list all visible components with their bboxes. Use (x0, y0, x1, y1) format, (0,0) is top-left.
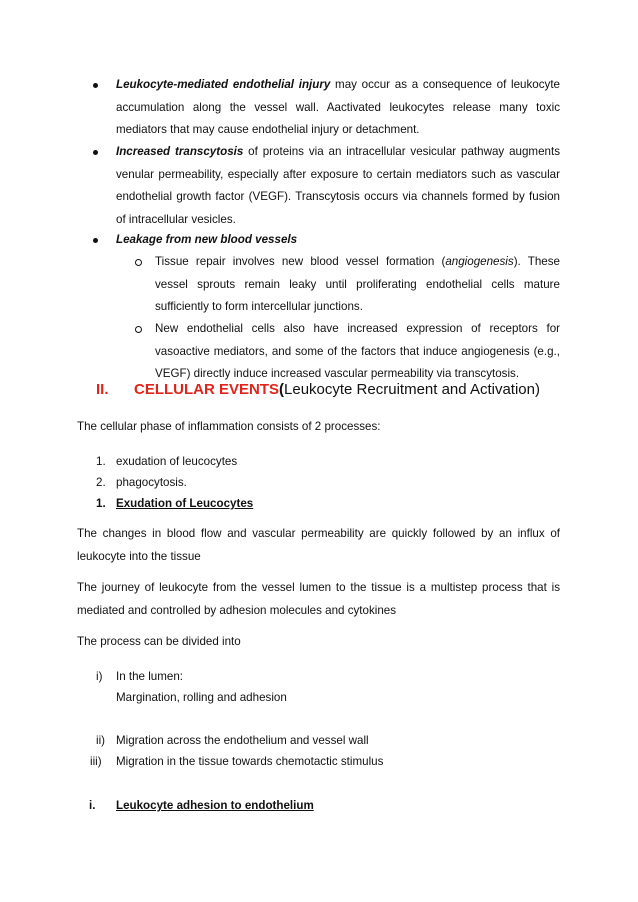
section-heading (96, 380, 109, 400)
section-title: CELLULAR EVENTS(Leukocyte Recruitment and Activation) (134, 381, 540, 398)
bullet-dot-icon (93, 83, 98, 88)
bullet-item (96, 74, 560, 144)
paragraph: The changes in blood flow and vascular permeability are quickly followed by an influx of leukocyte into the tissue (77, 527, 560, 563)
bullet-text: Leakage from new blood vessels (116, 233, 298, 246)
bullet-dot-icon (93, 238, 98, 243)
bullet-text: Leukocyte-mediated endothelial injury may occur as a consequence of leukocyte accumulation along the vessel wall. Aactivated leukocytes release many toxic mediators that may cause endothelial injury or detachment. (116, 78, 560, 136)
paragraph: The journey of leukocyte from the vessel lumen to the tissue is a multistep process that is mediated and controlled by adhesion molecules and cytokines (77, 581, 560, 617)
bullet-item (96, 141, 560, 233)
bullet-item (96, 229, 560, 253)
document-page: Leukocyte-mediated endothelial injury may occur as a consequence of leukocyte accumulation along the vessel wall. Aactivated leukocytes release many toxic mediators that may cause endothelial injury or detachment. Increased transcytosis of proteins via an intracellular vesicular pathway augments venular permeability, especially after exposure to certain mediators such as vascular endothelial growth factor (VEGF). Transcytosis occurs via channels formed by fusion of intracellular vesicles. Leakage from new blood vessels Tissue repair involves new blood vessel formation (angiogenesis). These vessel sprouts remain leaky until proliferating endothelial cells mature sufficiently to form intercellular junctions. New endothelial cells also have increased expression of receptors for vasoactive mediators, and some of the factors that induce angiogenesis (e.g., VEGF) directly induce increased vascular permeability via transcytosis. II. CELLULAR EVENTS(Leukocyte Recruitment and Activation) The cellular phase of inflammation consists of 2 processes: 1. exudation of leucocytes 2. phagocytosis. 1. Exudation of Leucocytes The changes in blood flow and vascular permeability are quickly followed by an influx of leukocyte into the tissue The journey of leukocyte from the vessel lumen to the tissue is a multistep process that is mediated and controlled by adhesion molecules and cytokines The process can be divided into i) In the lumen: Margination, rolling and adhesion ii) Migration across the endothelium and vessel wall iii) Migration in the tissue towards chemotactic stimulus i. Leukocyte adhesion to endothelium (0, 0, 638, 902)
section-numeral: II. (96, 381, 109, 398)
bullet-text: Increased transcytosis of proteins via an intracellular vesicular pathway augments venular permeability, especially after exposure to certain mediators such as vascular endothelial growth factor (VEGF). Transcytosis occurs via channels formed by fusion of intracellular vesicles. (116, 145, 560, 226)
paragraph: The process can be divided into (77, 635, 241, 648)
intro-text: The cellular phase of inflammation consists of 2 processes: (77, 420, 381, 433)
circle-bullet-icon (135, 326, 142, 333)
circle-bullet-icon (135, 259, 142, 266)
sub-bullet-item: Tissue repair involves new blood vessel formation (angiogenesis). These vessel sprouts remain leaky until proliferating endothelial cells mature sufficiently to form intercellular junctions. (155, 251, 560, 319)
bullet-dot-icon (93, 150, 98, 155)
sub-bullet-item: New endothelial cells also have increased expression of receptors for vasoactive mediators, and some of the factors that induce angiogenesis (e.g., VEGF) directly induce increased vascular permeability via transcytosis. (155, 318, 560, 386)
